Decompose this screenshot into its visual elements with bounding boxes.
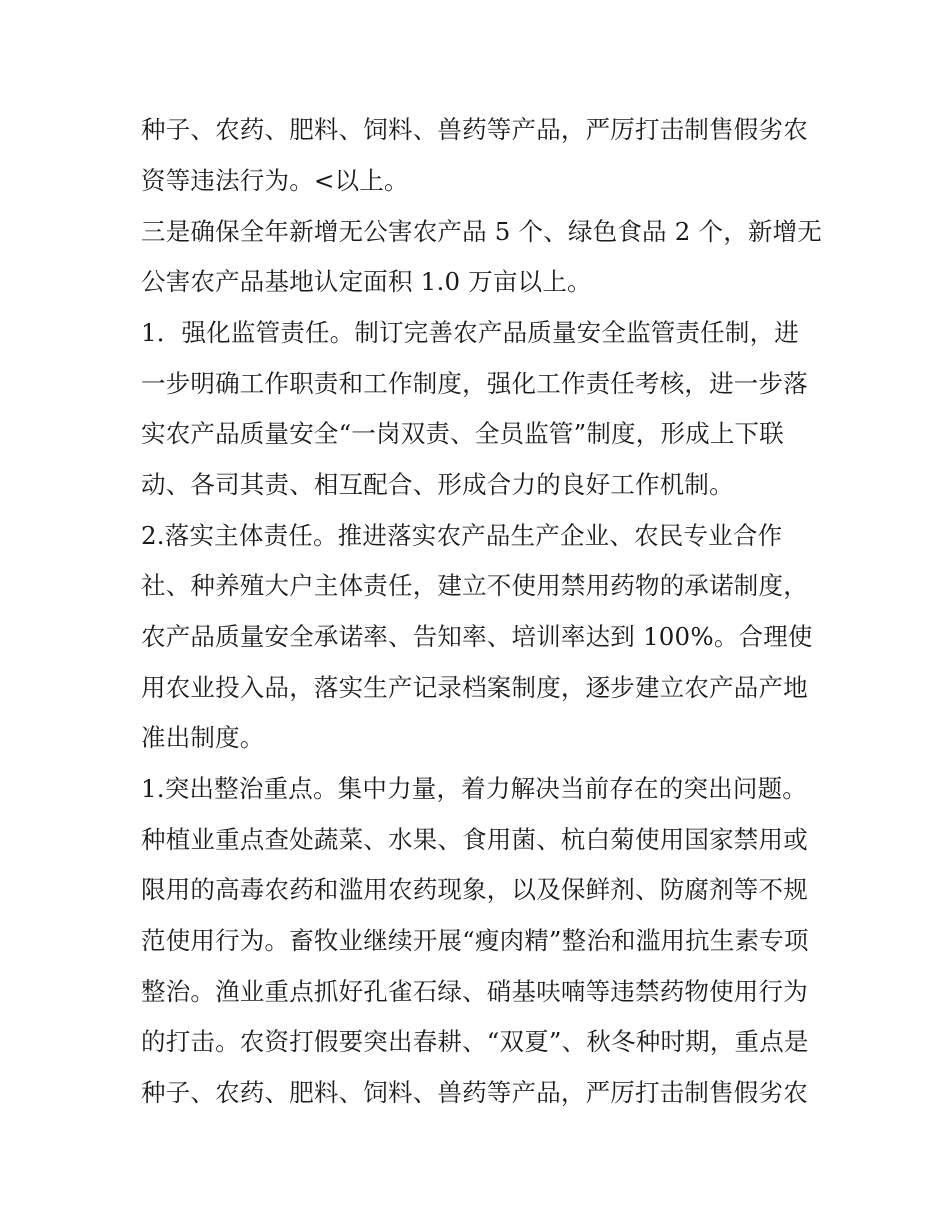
text-line: 种子、农药、肥料、饲料、兽药等产品，严厉打击制售假劣农: [141, 115, 808, 144]
text-line: 种子、农药、肥料、饲料、兽药等产品，严厉打击制售假劣农: [141, 1078, 808, 1107]
text-line: 用农业投入品，落实生产记录档案制度，逐步建立农产品产地: [141, 673, 808, 702]
text-line: 1.突出整治重点。集中力量，着力解决当前存在的突出问题。: [141, 774, 807, 803]
text-line: 农产品质量安全承诺率、告知率、培训率达到 100%。合理使: [141, 622, 813, 651]
text-line: 实农产品质量安全“一岗双责、全员监管”制度，形成上下联: [141, 419, 784, 448]
text-line: 整治。渔业重点抓好孔雀石绿、硝基呋喃等违禁药物使用行为: [141, 977, 808, 1006]
text-line: 1．强化监管责任。制订完善农产品质量安全监管责任制，进: [141, 318, 799, 347]
text-line: 2.落实主体责任。推进落实农产品生产企业、农民专业合作: [141, 521, 783, 550]
text-line: 限用的高毒农药和滥用农药现象，以及保鲜剂、防腐剂等不规: [141, 875, 808, 904]
text-line: 种植业重点查处蔬菜、水果、食用菌、杭白菊使用国家禁用或: [141, 825, 808, 854]
text-line: 范使用行为。畜牧业继续开展“瘦肉精”整治和滥用抗生素专项: [141, 926, 809, 955]
text-line: 资等违法行为。<以上。: [141, 166, 409, 195]
text-line: 动、各司其责、相互配合、形成合力的良好工作机制。: [141, 470, 734, 499]
text-line: 公害农产品基地认定面积 1.0 万亩以上。: [141, 267, 592, 296]
text-line: 社、种养殖大户主体责任，建立不使用禁用药物的承诺制度，: [141, 571, 808, 600]
text-line: 准出制度。: [141, 723, 265, 752]
text-line: 的打击。农资打假要突出春耕、“双夏”、秋冬种时期，重点是: [141, 1027, 809, 1056]
text-line: 一步明确工作职责和工作制度，强化工作责任考核，进一步落: [141, 369, 808, 398]
text-line: 三是确保全年新增无公害农产品 5 个、绿色食品 2 个，新增无: [141, 217, 823, 246]
